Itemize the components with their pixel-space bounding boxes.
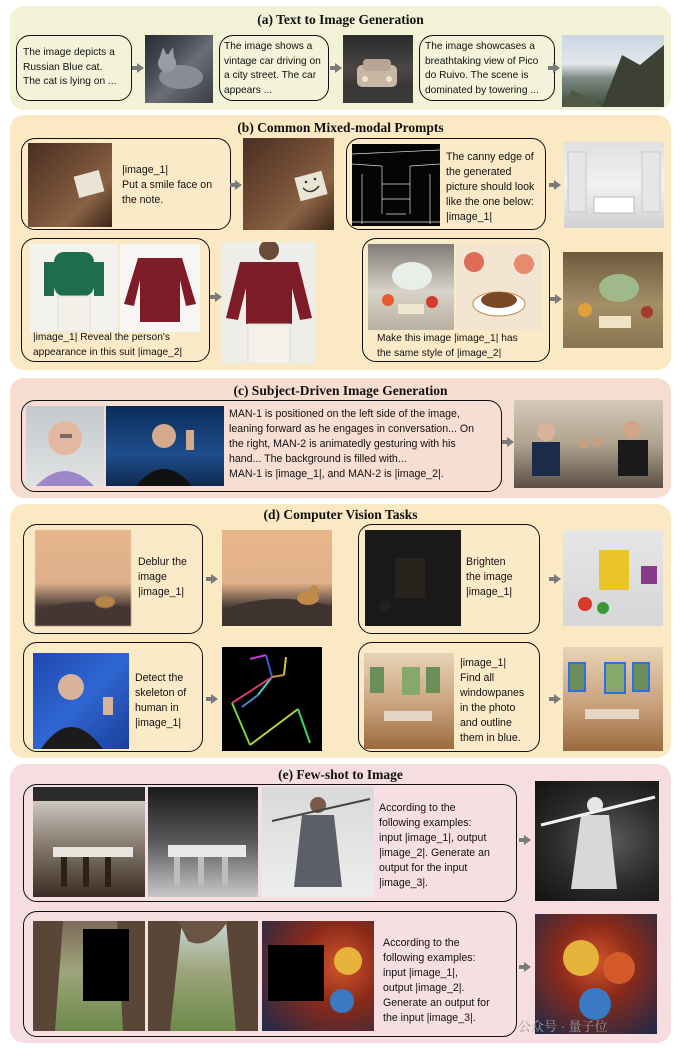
person-suit-shape	[222, 242, 316, 364]
arrow-icon	[549, 694, 561, 704]
text-line: do Ruivo. The scene is	[425, 70, 529, 81]
arrow-icon	[330, 63, 342, 73]
arrow-icon	[502, 437, 514, 447]
text-line: the note.	[122, 194, 164, 206]
blurry-lion-photo	[35, 530, 131, 626]
arrow-icon	[206, 574, 218, 584]
text-line: following examples:	[379, 817, 472, 829]
teapot-styled-shape	[563, 252, 663, 348]
text-line: them in blue.	[460, 732, 521, 744]
section-title: (e) Few-shot to Image	[278, 767, 403, 782]
cat-photo	[145, 35, 213, 103]
text-line: Make this image |image_1| has	[377, 333, 518, 344]
text-line: the input |image_3|.	[383, 1012, 476, 1024]
text-line: input |image_1|,	[383, 967, 458, 979]
person-photo	[30, 244, 118, 332]
section-title: (d) Computer Vision Tasks	[263, 507, 418, 522]
depth-shape	[148, 787, 258, 897]
prompt-text	[23, 46, 116, 90]
speaker-shape	[33, 653, 129, 749]
warrior-depth-image	[535, 781, 659, 901]
text-line: MAN-1 is positioned on the left side of the image,	[229, 408, 460, 420]
arrow-icon	[519, 962, 531, 972]
teapot-photo	[368, 244, 454, 330]
coffee-art-image	[456, 244, 542, 330]
prompt-text	[379, 801, 490, 891]
text-line: The canny edge of	[446, 151, 534, 163]
conversation-shape	[514, 400, 663, 488]
car-shape	[343, 35, 413, 103]
text-line: leaning forward as he engages in conversation... On	[229, 423, 474, 435]
text-line: Brighten	[466, 556, 506, 568]
skeleton-image	[222, 647, 322, 751]
prompt-text	[224, 40, 321, 98]
prompt-text	[377, 332, 518, 361]
cliff-shape	[562, 35, 664, 107]
text-line: image	[138, 571, 167, 583]
text-line: |image_1|	[466, 586, 513, 598]
arrow-icon	[210, 292, 222, 302]
bright-photo	[563, 530, 663, 626]
lion-shape	[222, 530, 332, 626]
text-line: windowpanes	[460, 687, 525, 699]
text-line: |image_1|	[446, 211, 493, 223]
text-line: breathtaking view of Pico	[425, 55, 539, 67]
prompt-text	[446, 150, 534, 225]
text-line: |image_1|	[460, 657, 507, 669]
text-line: Russian Blue cat.	[23, 61, 103, 73]
note-shape	[28, 143, 112, 227]
car-photo	[343, 35, 413, 103]
man-2-shape	[106, 406, 224, 486]
rock-masked-photo	[33, 921, 145, 1031]
canny-edge-image	[352, 144, 440, 226]
text-line: the same style of |image_2|	[377, 347, 502, 359]
room-shape	[364, 653, 454, 749]
section-title: (a) Text to Image Generation	[257, 12, 424, 27]
text-line: picture should look	[446, 181, 535, 193]
room-photo	[364, 653, 454, 749]
man-2-photo	[106, 406, 224, 486]
text-line: the generated	[446, 166, 512, 178]
interior-photo	[33, 787, 145, 897]
section-title: (b) Common Mixed-modal Prompts	[237, 120, 444, 135]
kitchen-photo	[564, 142, 664, 228]
text-line: input |image_1|, output	[379, 832, 487, 844]
rock-shape	[33, 921, 145, 1031]
text-line: a city street. The car	[224, 70, 317, 81]
text-line: The cat is lying on ...	[23, 76, 117, 87]
text-line: Generate an output for	[383, 997, 490, 1009]
text-line: The image depicts a	[23, 47, 115, 58]
person-shape	[30, 244, 118, 332]
text-line: vintage car driving on	[224, 55, 321, 67]
text-line: MAN-1 is |image_1|, and MAN-2 is |image_2|.	[229, 468, 444, 480]
sweater-photo	[120, 244, 200, 332]
text-line: skeleton of	[135, 687, 187, 699]
speaker-photo	[33, 653, 129, 749]
lion-shape	[35, 530, 131, 626]
watermark-text: 公众号 · 量子位	[518, 1019, 608, 1034]
warrior-shape	[262, 787, 374, 897]
text-line: |image_2|. Generate an	[379, 847, 490, 859]
arrow-icon	[548, 63, 560, 73]
person-suit-photo	[222, 242, 316, 364]
bright-shape	[563, 530, 663, 626]
text-line: appearance in this suit |image_2|	[33, 346, 183, 358]
text-line: appears ...	[224, 84, 273, 96]
arrow-icon	[519, 835, 531, 845]
man-1-photo	[26, 406, 104, 486]
text-line: Find all	[460, 672, 495, 684]
prompt-text	[122, 163, 212, 208]
interior-shape	[33, 787, 145, 897]
arrow-icon	[550, 294, 562, 304]
rock-complete-photo	[148, 921, 258, 1031]
text-line: |image_1|	[138, 586, 185, 598]
coffee-shape	[456, 244, 542, 330]
prompt-text	[466, 555, 513, 600]
text-line: output |image_2|.	[383, 982, 465, 994]
text-line: |image_1| Reveal the person's	[33, 332, 170, 343]
text-line: dominated by towering ...	[425, 84, 539, 96]
text-line: |image_1|	[122, 164, 169, 176]
prompt-text	[425, 40, 539, 98]
sweater-shape	[120, 244, 200, 332]
prompt-text	[135, 671, 186, 731]
man-1-shape	[26, 406, 104, 486]
smile-note-shape	[243, 138, 334, 230]
text-line: Deblur the	[138, 556, 187, 568]
text-line: |image_1|	[135, 717, 182, 729]
prompt-text	[460, 656, 524, 746]
robot-shape	[262, 921, 374, 1031]
warrior-depth-shape	[535, 781, 659, 901]
section-title: (c) Subject-Driven Image Generation	[233, 383, 448, 398]
text-line: Detect the	[135, 672, 184, 684]
text-line: According to the	[379, 802, 456, 814]
warrior-image	[262, 787, 374, 897]
text-line: following examples:	[383, 952, 476, 964]
text-line: the right, MAN-2 is animatedly gesturing with his	[229, 438, 456, 450]
cat-shape	[145, 35, 213, 103]
room-outlined-shape	[563, 647, 663, 751]
teddy-bear-smile-photo	[243, 138, 334, 230]
skeleton-lines	[222, 647, 322, 751]
prompt-text	[33, 331, 182, 360]
text-line: The image shows a	[224, 41, 313, 52]
edge-lines	[352, 144, 440, 226]
arrow-icon	[230, 180, 242, 190]
arrow-icon	[549, 574, 561, 584]
conversation-photo	[514, 400, 663, 488]
text-line: output for the input	[379, 862, 468, 874]
text-line: like the one below:	[446, 196, 534, 208]
kitchen-shape	[564, 142, 664, 228]
prompt-text	[383, 936, 490, 1026]
text-line: According to the	[383, 937, 460, 949]
robot-masked-image	[262, 921, 374, 1031]
depth-map-image	[148, 787, 258, 897]
text-line: and outline	[460, 717, 512, 729]
text-line: The image showcases a	[425, 41, 535, 52]
text-line: |image_3|.	[379, 877, 429, 889]
teapot-shape	[368, 244, 454, 330]
arrow-icon	[132, 63, 144, 73]
rock-shape	[148, 921, 258, 1031]
text-line: hand... The background is filled with...	[229, 453, 407, 465]
room-outlined-photo	[563, 647, 663, 751]
dark-shape	[365, 530, 461, 626]
teddy-bear-photo	[28, 143, 112, 227]
text-line: in the photo	[460, 702, 516, 714]
arrow-icon	[549, 180, 561, 190]
text-line: the image	[466, 571, 513, 583]
dark-photo	[365, 530, 461, 626]
prompt-text	[138, 555, 187, 600]
text-line: Put a smile face on	[122, 179, 213, 191]
teapot-styled-image	[563, 252, 663, 348]
prompt-text	[229, 407, 474, 482]
cliffs-photo	[562, 35, 664, 107]
sharp-lion-photo	[222, 530, 332, 626]
arrow-icon	[206, 694, 218, 704]
text-line: human in	[135, 702, 179, 714]
